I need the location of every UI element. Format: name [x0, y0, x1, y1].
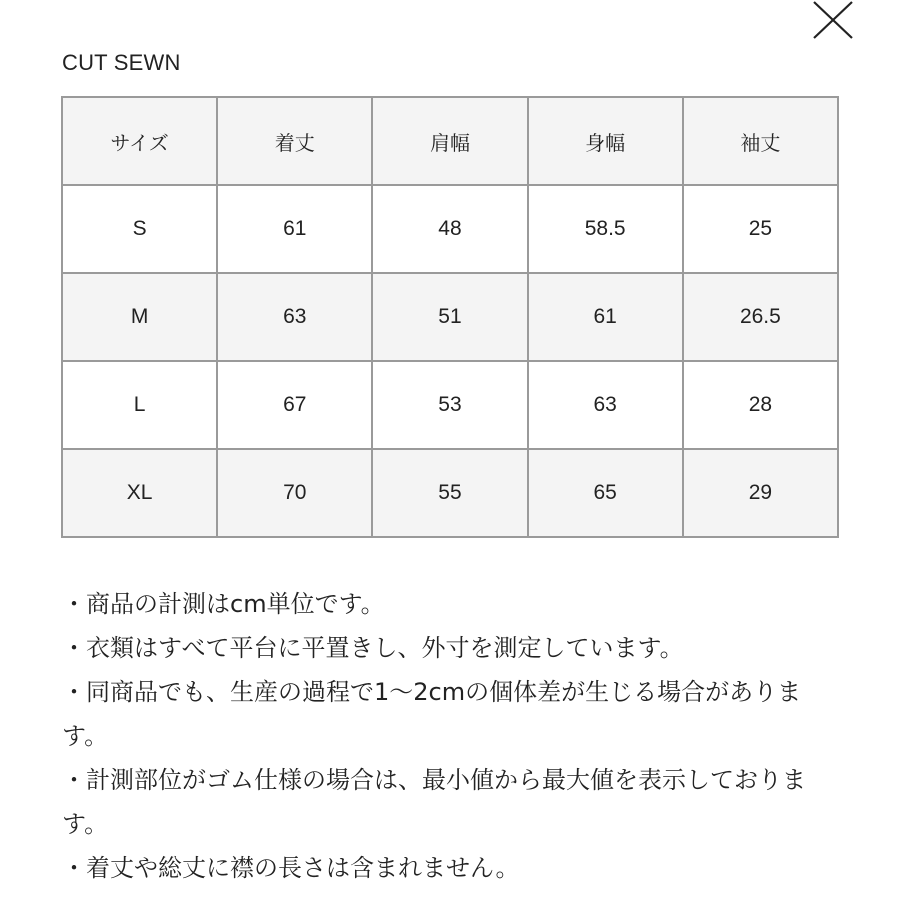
cell-chest: 61	[528, 273, 683, 361]
cell-length: 63	[217, 273, 372, 361]
cell-size: M	[62, 273, 217, 361]
cell-shoulder: 48	[372, 185, 527, 273]
cell-size: XL	[62, 449, 217, 537]
measurement-notes	[62, 582, 842, 890]
table-header-row	[62, 97, 838, 185]
product-title: CUT SEWN	[62, 50, 181, 75]
cell-chest: 58.5	[528, 185, 683, 273]
cell-sleeve: 25	[683, 185, 838, 273]
close-icon	[808, 0, 860, 40]
note-item: ・商品の計測はcm単位です。	[62, 590, 385, 618]
header-size: サイズ	[62, 97, 217, 185]
note-item: ・同商品でも、生産の過程で1〜2cmの個体差が生じる場合があります。	[62, 678, 802, 750]
header-shoulder: 肩幅	[372, 97, 527, 185]
cell-size: L	[62, 361, 217, 449]
table-row	[62, 449, 838, 537]
cell-shoulder: 51	[372, 273, 527, 361]
size-chart-table	[61, 96, 839, 538]
cell-shoulder: 53	[372, 361, 527, 449]
cell-sleeve: 28	[683, 361, 838, 449]
cell-sleeve: 29	[683, 449, 838, 537]
cell-length: 67	[217, 361, 372, 449]
cell-shoulder: 55	[372, 449, 527, 537]
cell-chest: 65	[528, 449, 683, 537]
table-row	[62, 361, 838, 449]
cell-length: 70	[217, 449, 372, 537]
cell-sleeve: 26.5	[683, 273, 838, 361]
note-item: ・計測部位がゴム仕様の場合は、最小値から最大値を表示しております。	[62, 766, 806, 838]
header-chest: 身幅	[528, 97, 683, 185]
table-row	[62, 185, 838, 273]
cell-size: S	[62, 185, 217, 273]
close-button[interactable]	[808, 0, 860, 40]
header-sleeve: 袖丈	[683, 97, 838, 185]
cell-chest: 63	[528, 361, 683, 449]
cell-length: 61	[217, 185, 372, 273]
note-item: ・衣類はすべて平台に平置きし、外寸を測定しています。	[62, 634, 684, 662]
note-item: ・着丈や総丈に襟の長さは含まれません。	[62, 854, 520, 882]
header-length: 着丈	[217, 97, 372, 185]
table-row	[62, 273, 838, 361]
